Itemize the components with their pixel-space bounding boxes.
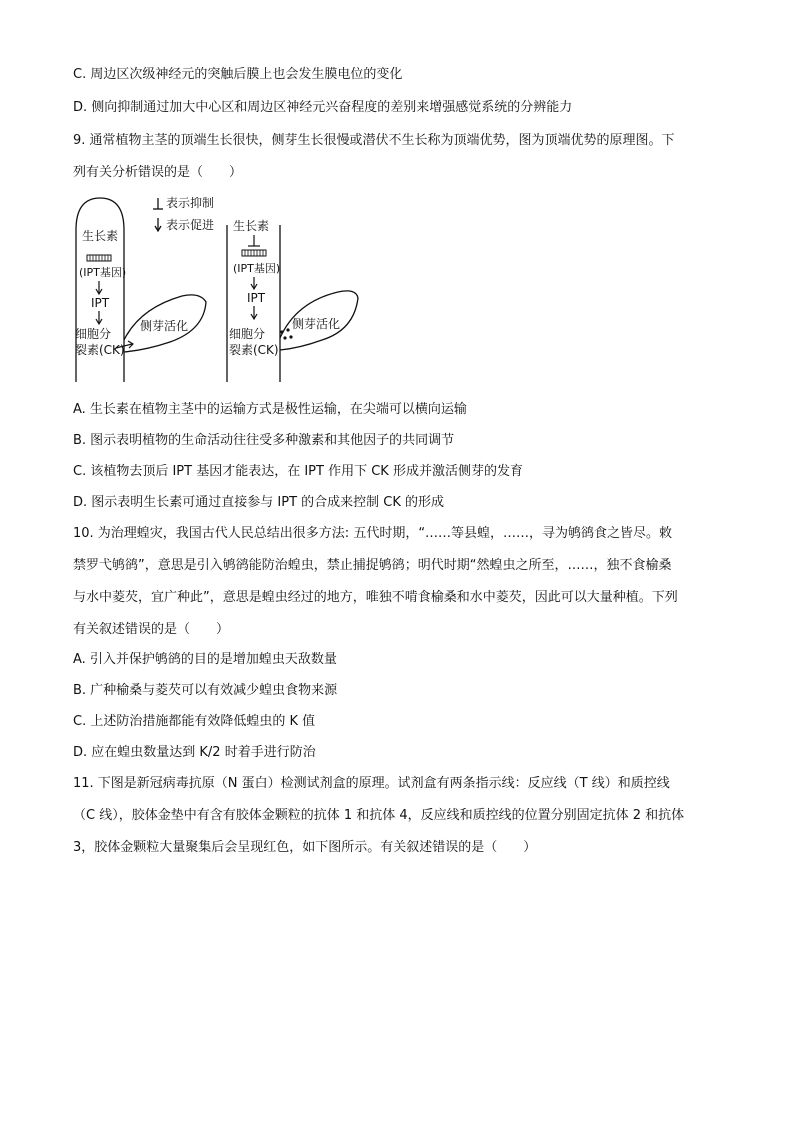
q9-option-a: A. 生长素在植物主茎中的运输方式是极性运输，在尖端可以横向运输 <box>73 402 467 417</box>
ck-label-left-line2: 裂素(CK) <box>75 343 125 357</box>
q9-option-b: B. 图示表明植物的生命活动往往受多种激素和其他因子的共同调节 <box>73 433 455 448</box>
legend-inhibit-label: 表示抑制 <box>166 196 215 210</box>
bud-label-left: 侧芽活化 <box>140 319 189 333</box>
q11-stem-line-2: （C 线），胶体金垫中有含有胶体金颗粒的抗体 1 和抗体 4，反应线和质控线的位置分别固定抗体 2 和抗体 <box>73 808 685 823</box>
ipt-label-left: IPT <box>91 296 110 310</box>
q10-stem-line-3: 与水中菱芡，宜广种此”，意思是蝗虫经过的地方，唯独不啃食榆桑和水中菱芡，因此可以大量种植。下列 <box>73 590 678 605</box>
ck-label-right-line1: 细胞分 <box>229 327 266 341</box>
ipt-label-right: IPT <box>247 291 266 305</box>
legend-promote-label: 表示促进 <box>166 218 215 232</box>
q10-option-a: A. 引入并保护鸲鹆的目的是增加蝗虫天敌数量 <box>73 652 337 667</box>
q11-stem-line-3: 3，胶体金颗粒大量聚集后会呈现红色，如下图所示。有关叙述错误的是（ ） <box>73 840 537 855</box>
q9-option-c: C. 该植物去顶后 IPT 基因才能表达，在 IPT 作用下 CK 形成并激活侧芽的发育 <box>73 464 523 479</box>
ck-label-left-line1: 细胞分 <box>75 327 112 341</box>
q11-stem-line-1: 11. 下图是新冠病毒抗原（N 蛋白）检测试剂盒的原理。试剂盒有两条指示线：反应线（T 线）和质控线 <box>73 776 670 791</box>
q11-stem <box>73 768 723 864</box>
q9-option-d: D. 图示表明生长素可通过直接参与 IPT 的合成来控制 CK 的形成 <box>73 495 445 510</box>
q10-stem-line-2: 禁罗弋鸲鹆”，意思是引入鸲鹆能防治蝗虫，禁止捕捉鸲鹆；明代时期“然蝗虫之所至，……，独不食榆桑 <box>73 558 672 573</box>
q10-option-d: D. 应在蝗虫数量达到 K/2 时着手进行防治 <box>73 745 316 760</box>
q9-stem-line-2: 列有关分析错误的是（ ） <box>73 165 243 180</box>
inhibit-legend-icon <box>153 198 163 209</box>
promote-legend-icon <box>155 218 161 231</box>
q10-option-b: B. 广种榆桑与菱芡可以有效减少蝗虫食物来源 <box>73 683 338 698</box>
q9-stem-line-1: 9. 通常植物主茎的顶端生长很快，侧芽生长很慢或潜伏不生长称为顶端优势，图为顶端优势的原理图。下 <box>73 133 675 148</box>
q10-stem <box>73 518 723 646</box>
ipt-gene-label-right: (IPT基因) <box>233 262 281 275</box>
q8-option-c: C. 周边区次级神经元的突触后膜上也会发生膜电位的变化 <box>73 67 403 82</box>
q9-stem <box>73 125 723 189</box>
ipt-gene-label-left: (IPT基因) <box>79 266 127 279</box>
q10-stem-line-4: 有关叙述错误的是（ ） <box>73 622 230 637</box>
auxin-label-left: 生长素 <box>82 229 119 243</box>
bud-label-right: 侧芽活化 <box>292 317 341 331</box>
auxin-label-right: 生长素 <box>233 219 270 233</box>
q10-stem-line-1: 10. 为治理蝗灾，我国古代人民总结出很多方法: 五代时期，“……等县蝗，……，寻为鸲鹆食之皆尽。敕 <box>73 526 673 541</box>
apical-dominance-figure <box>70 190 360 390</box>
ck-label-right-line2: 裂素(CK) <box>229 343 279 357</box>
q10-option-c: C. 上述防治措施都能有效降低蝗虫的 K 值 <box>73 714 316 729</box>
q8-option-d: D. 侧向抑制通过加大中心区和周边区神经元兴奋程度的差别来增强感觉系统的分辨能力 <box>73 100 573 115</box>
